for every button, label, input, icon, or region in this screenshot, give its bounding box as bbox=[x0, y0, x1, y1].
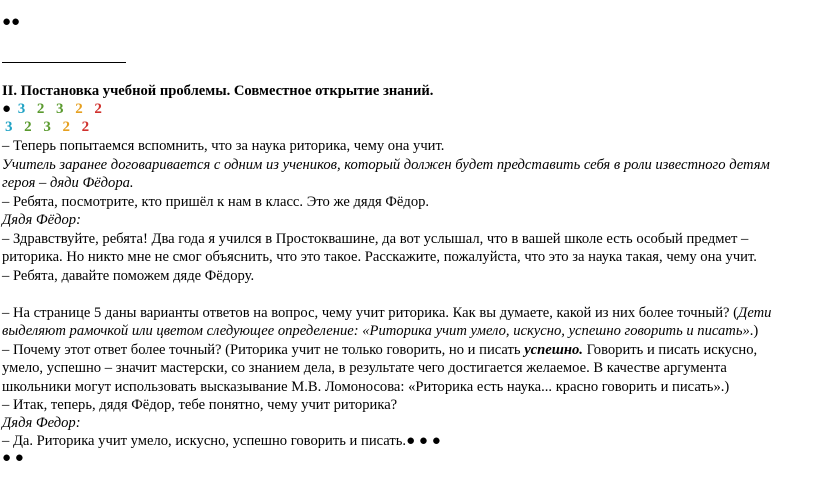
num-item: 3 bbox=[56, 101, 64, 117]
number-row-2 bbox=[2, 118, 89, 136]
num-item: 2 bbox=[94, 101, 102, 117]
text-run: – Почему этот ответ более точный? (Риторика учит не только говорить, но и писать bbox=[2, 342, 525, 358]
paragraph-line: умело, успешно – значит мастерски, со знанием дела, в результате чего достигается желаемое. В качестве аргумента bbox=[2, 360, 727, 376]
text-run-italic: Дети bbox=[738, 305, 772, 321]
num-item: 3 bbox=[43, 119, 51, 135]
top-bullet-marker: ●● bbox=[2, 14, 21, 30]
paragraph-line bbox=[2, 432, 441, 450]
num-item: 2 bbox=[36, 101, 45, 117]
horizontal-rule bbox=[2, 62, 126, 63]
paragraph-line bbox=[2, 341, 757, 359]
bullet-markers: ● ● ● bbox=[406, 433, 441, 449]
num-item: 2 bbox=[75, 101, 83, 117]
text-run-italic: выделяют рамочкой или цветом следующее определение: «Риторика учит умело, искусно, успешно говорить и писать» bbox=[2, 323, 750, 339]
bottom-bullet-marker: ● ● bbox=[2, 450, 24, 466]
text-run: – На странице 5 даны варианты ответов на вопрос, чему учит риторика. Как вы думаете, какой из них более точный? ( bbox=[2, 305, 739, 321]
paragraph-line: – Итак, теперь, дядя Фёдор, тебе понятно, чему учит риторика? bbox=[2, 397, 398, 413]
num-item: 2 bbox=[24, 119, 32, 135]
paragraph-line: – Теперь попытаемся вспомнить, что за наука риторика, чему она учит. bbox=[2, 138, 445, 154]
bullet: ● bbox=[2, 101, 12, 117]
paragraph-line-italic: Учитель заранее договаривается с одним из учеников, который должен будет представить себя в роли известного детям bbox=[2, 157, 770, 173]
paragraph-line: школьники могут использовать высказывание М.В. Ломоносова: «Риторика есть наука... красно говорить и писать».) bbox=[2, 379, 730, 395]
paragraph-line-italic: героя – дяди Фёдора. bbox=[2, 175, 134, 191]
text-run: .) bbox=[749, 323, 759, 339]
num-item: 3 bbox=[5, 119, 13, 135]
text-run: Говорить и писать искусно, bbox=[582, 342, 758, 358]
number-row-1 bbox=[2, 100, 102, 118]
section-heading: II. Постановка учебной проблемы. Совместное открытие знаний. bbox=[2, 83, 434, 99]
num-item: 2 bbox=[62, 119, 70, 135]
paragraph-line bbox=[2, 322, 758, 340]
text-run: – Да. Риторика учит умело, искусно, успешно говорить и писать. bbox=[2, 433, 407, 449]
num-item: 2 bbox=[81, 119, 90, 135]
paragraph-line bbox=[2, 304, 771, 322]
speaker-label: Дядя Федор: bbox=[2, 415, 81, 431]
paragraph-line: – Ребята, давайте поможем дяде Фёдору. bbox=[2, 268, 255, 284]
paragraph-line: риторика. Но никто мне не смог объяснить, что это такое. Расскажите, пожалуйста, что это за наука такая, чему она учит. bbox=[2, 249, 757, 265]
paragraph-line: – Ребята, посмотрите, кто пришёл к нам в класс. Это же дядя Фёдор. bbox=[2, 194, 430, 210]
text-run-bold-italic: успешно. bbox=[524, 342, 583, 358]
speaker-label: Дядя Фёдор: bbox=[2, 212, 81, 228]
num-item: 3 bbox=[17, 101, 26, 117]
paragraph-line: – Здравствуйте, ребята! Два года я учился в Простоквашине, да вот услышал, что в вашей школе есть особый предмет – bbox=[2, 231, 749, 247]
